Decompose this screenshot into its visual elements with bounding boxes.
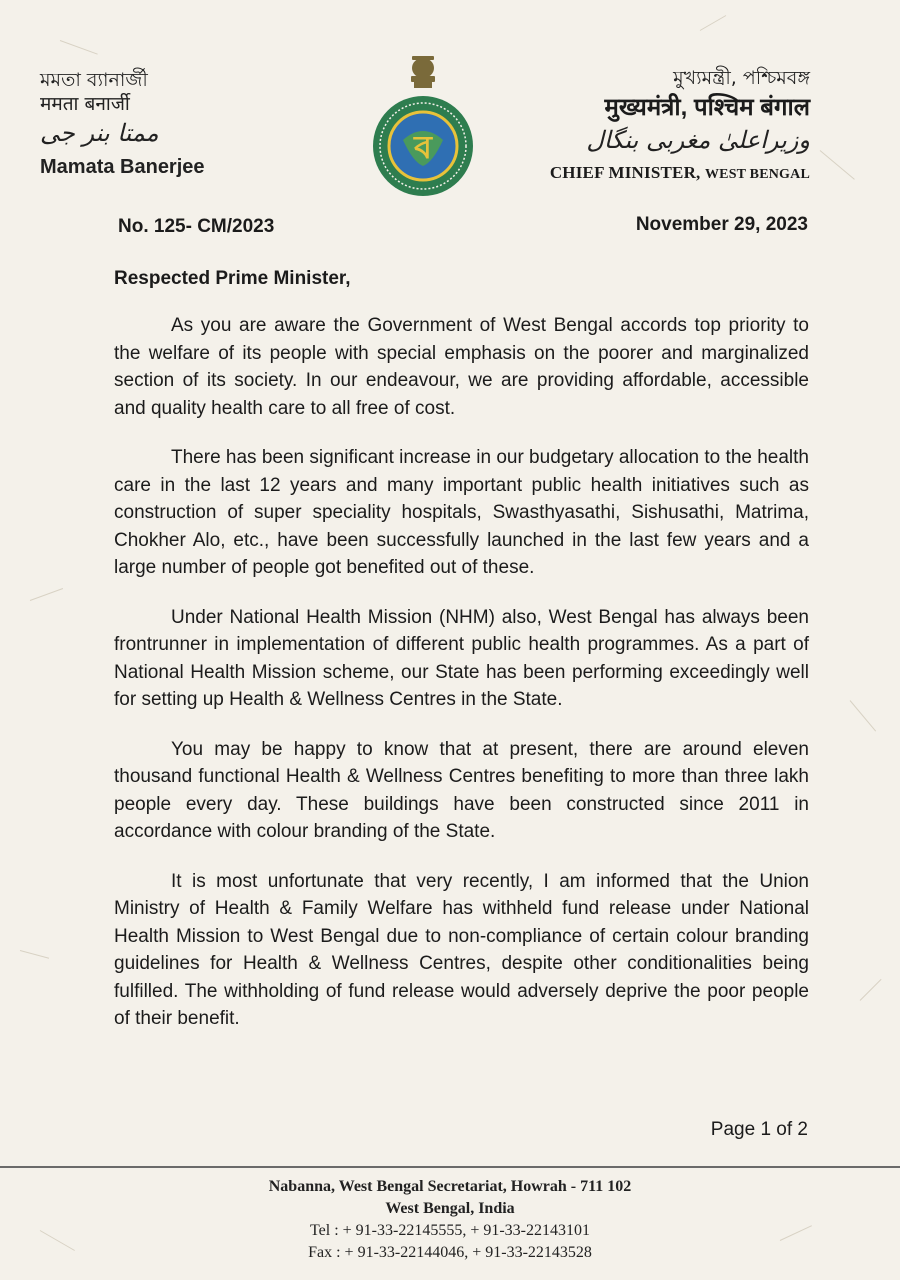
emblem-graphic: [368, 52, 478, 202]
letterhead-right: [510, 66, 810, 183]
title-english: [510, 163, 810, 183]
address-line-1: Nabanna, West Bengal Secretariat, Howrah - 711 102: [268, 1178, 632, 1195]
reference-number: No. 125- CM/2023: [118, 216, 275, 237]
footer-divider: [0, 1166, 900, 1168]
title-english-sub: WEST BENGAL: [704, 167, 810, 182]
paragraph: You may be happy to know that at present, there are around eleven thousand functional Health & Wellness Centres benefiting to more than three lakh people every day. These buildings have been constructed since 2011 in accordance with colour branding of the State.: [114, 738, 809, 842]
address-line-2: West Bengal, India: [385, 1200, 515, 1217]
title-english-main: CHIEF MINISTER,: [549, 163, 701, 182]
name-urdu: ممتا بنر جی: [40, 119, 159, 147]
paragraph: Under National Health Mission (NHM) also, West Bengal has always been frontrunner in implementation of different public health programmes. As a part of National Health Mission scheme, our State has been performing exceedingly well for setting up Health & Wellness Centres in the State.: [114, 606, 809, 710]
emblem-letter: ব: [414, 128, 432, 166]
paragraph: It is most unfortunate that very recently, I am informed that the Union Ministry of Health & Family Welfare has withheld fund release under National Health Mission to West Bengal due to non-compliance of certain colour branding guidelines for Health & Wellness Centres, despite other conditionalities being fulfilled. The withholding of fund release would adversely deprive the poor people of their benefit.: [114, 870, 809, 1029]
letter-date: November 29, 2023: [635, 214, 808, 235]
paragraph: There has been significant increase in our budgetary allocation to the health care in the last 12 years and many important public health initiatives such as construction of super speciality hospitals, Swasthyasathi, Sishusathi, Matrima, Chokher Alo, etc., have been successfully launched in the last few years and a large number of people got benefited out of these.: [114, 447, 809, 578]
paragraph: As you are aware the Government of West Bengal accords top priority to the welfare of its people with special emphasis on the poorer and marginalized section of its society. In our endeavour, we are providing affordable, accessible and quality health care to all free of cost.: [114, 315, 809, 419]
page-number: Page 1 of 2: [710, 1119, 808, 1140]
title-urdu: وزیراعلیٰ مغربی بنگال: [586, 126, 810, 154]
letter-body: [114, 312, 809, 1055]
state-emblem: [368, 52, 478, 202]
title-bengali: মুখ্যমন্ত্রী, পশ্চিমবঙ্গ: [673, 67, 810, 89]
name-bengali: মমতা ব্যানার্জী: [40, 69, 148, 91]
fax-numbers: Fax : + 91-33-22144046, + 91-33-22143528: [308, 1244, 592, 1261]
name-hindi: ममता बनार्जी: [40, 93, 130, 115]
salutation: Respected Prime Minister,: [114, 268, 351, 289]
footer-address: [0, 1176, 900, 1264]
title-hindi: मुख्यमंत्री, पश्चिम बंगाल: [604, 94, 810, 121]
telephone-numbers: Tel : + 91-33-22145555, + 91-33-22143101: [309, 1222, 590, 1239]
name-english: Mamata Banerjee: [40, 156, 205, 178]
letterhead-left: [40, 68, 270, 179]
